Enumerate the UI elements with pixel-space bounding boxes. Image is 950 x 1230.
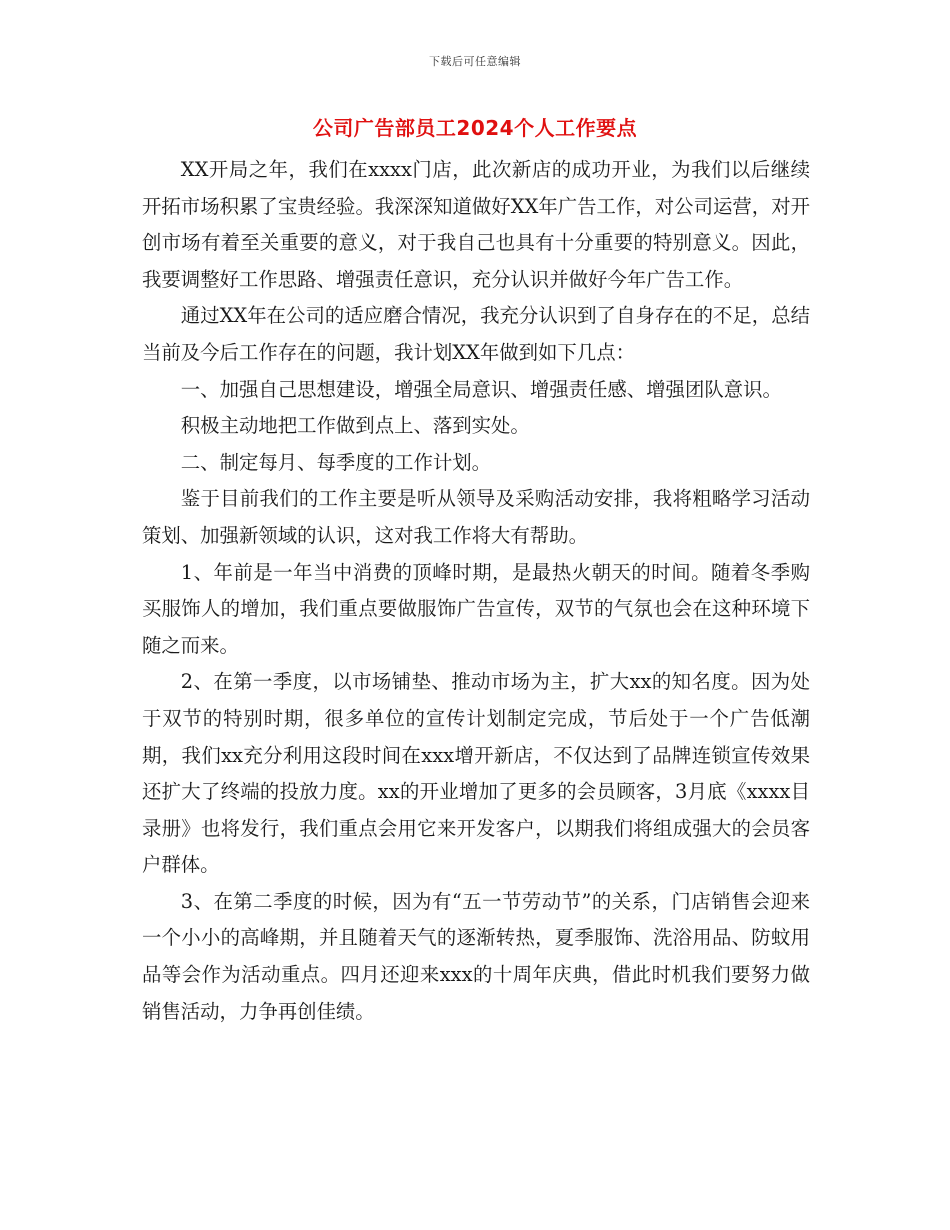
document-body [142,152,810,1030]
paragraph-point-two-detail: 鉴于目前我们的工作主要是听从领导及采购活动安排，我将粗略学习活动策划、加强新领域的认识，这对我工作将大有帮助。 [142,487,810,547]
paragraph-item-3: 3、在第二季度的时候，因为有“五一节劳动节”的关系，门店销售会迎来一个小小的高峰期，并且随着天气的逐渐转热，夏季服饰、洗浴用品、防蚊用品等会作为活动重点。四月还迎来xxx的十周年庆典，借此时机我们要努力做销售活动，力争再创佳绩。 [142,889,810,1023]
paragraph-plan-overview: 通过XX年在公司的适应磨合情况，我充分认识到了自身存在的不足，总结当前及今后工作存在的问题，我计划XX年做到如下几点： [142,304,810,364]
paragraph-point-one: 一、加强自己思想建设，增强全局意识、增强责任感、增强团队意识。 [180,377,782,401]
paragraph-intro: XX开局之年，我们在xxxx门店，此次新店的成功开业，为我们以后继续开拓市场积累了宝贵经验。我深深知道做好XX年广告工作，对公司运营，对开创市场有着至关重要的意义，对于我自己也具有十分重要的特别意义。因此，我要调整好工作思路、增强责任意识，充分认识并做好今年广告工作。 [142,158,810,291]
paragraph-point-two: 二、制定每月、每季度的工作计划。 [180,450,492,474]
header-note: 下载后可任意编辑 [429,55,521,68]
document-title: 公司广告部员工2024个人工作要点 [312,116,638,140]
paragraph-point-one-detail: 积极主动地把工作做到点上、落到实处。 [180,414,530,438]
paragraph-item-1: 1、年前是一年当中消费的顶峰时期，是最热火朝天的时间。随着冬季购买服饰人的增加，我们重点要做服饰广告宣传，双节的气氛也会在这种环境下随之而来。 [142,560,810,657]
paragraph-item-2: 2、在第一季度，以市场铺垫、推动市场为主，扩大xx的知名度。因为处于双节的特别时期，很多单位的宣传计划制定完成，节后处于一个广告低潮期，我们xx充分利用这段时间在xxx增开新店，不仅达到了品牌连锁宣传效果还扩大了终端的投放力度。xx的开业增加了更多的会员顾客，3月底《xxxx目录册》也将发行，我们重点会用它来开发客户，以期我们将组成强大的会员客户群体。 [142,670,810,877]
